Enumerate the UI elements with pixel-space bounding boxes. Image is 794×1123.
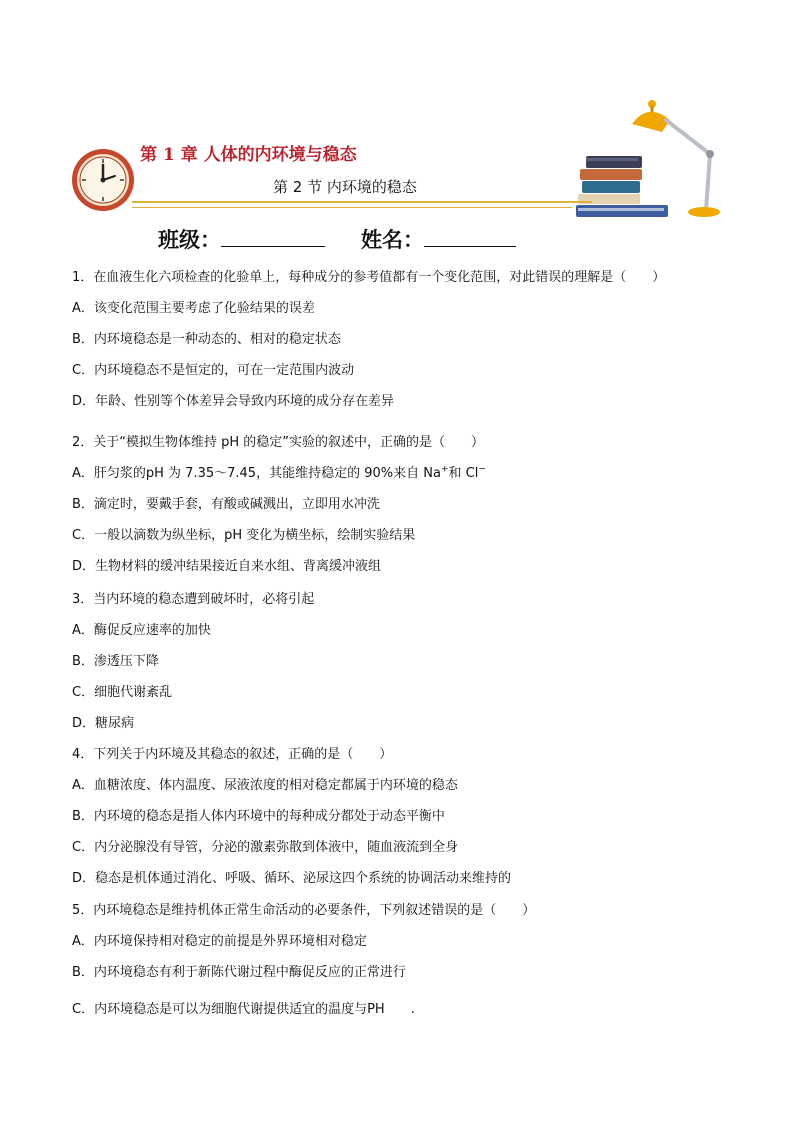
header-divider-thin: [132, 207, 572, 208]
clock-icon: [70, 146, 136, 214]
chapter-title: 第 1 章 人体的内环境与稳态: [140, 145, 357, 165]
chloride-charge: −: [478, 464, 486, 475]
question-2-option-a: [72, 466, 486, 482]
sodium-charge: +: [440, 464, 449, 475]
question-2-option-c: C．一般以滴数为纵坐标，pH 变化为横坐标，绘制实验结果: [72, 528, 416, 543]
name-label: 姓名：: [361, 227, 424, 252]
question-1-option-b: B．内环境稳态是一种动态的、相对的稳定状态: [72, 332, 341, 347]
question-5-option-b: B．内环境稳态有利于新陈代谢过程中酶促反应的正常进行: [72, 965, 406, 980]
section-title: 第 2 节 内环境的稳态: [273, 178, 417, 196]
question-2-option-b: B．滴定时，要戴手套，有酸或碱溅出，立即用水冲洗: [72, 497, 380, 512]
question-4-option-c: C．内分泌腺没有导管，分泌的激素弥散到体液中，随血液流到全身: [72, 840, 459, 855]
question-4-option-a: A．血糖浓度、体内温度、尿液浓度的相对稳定都属于内环境的稳态: [72, 778, 458, 793]
question-3-option-d: D．糖尿病: [72, 716, 135, 731]
question-3-option-c: C．细胞代谢紊乱: [72, 685, 173, 700]
question-3-option-b: B．渗透压下降: [72, 654, 159, 669]
question-5-option-c: C．内环境稳态是可以为细胞代谢提供适宜的温度与PH .: [72, 1002, 415, 1017]
question-4-option-b: B．内环境的稳态是指人体内环境中的每种成分都处于动态平衡中: [72, 809, 445, 824]
question-4-stem: 4．下列关于内环境及其稳态的叙述，正确的是（ ）: [72, 747, 393, 762]
header-divider: [132, 201, 592, 203]
question-5-option-a: A．内环境保持相对稳定的前提是外界环境相对稳定: [72, 934, 367, 949]
question-1-option-a: A．该变化范围主要考虑了化验结果的误差: [72, 301, 315, 316]
question-2-option-a-text: A．肝匀浆的pH 为 7.35～7.45，其能维持稳定的 90%来自 Na: [72, 466, 441, 481]
question-3-stem: 3．当内环境的稳态遭到破坏时，必将引起: [72, 592, 315, 607]
question-5-stem: 5．内环境稳态是维持机体正常生命活动的必要条件，下列叙述错误的是（ ）: [72, 903, 536, 918]
desk-lamp-icon: [626, 98, 722, 220]
student-info-line: [158, 224, 516, 254]
question-4-option-d: D．稳态是机体通过消化、呼吸、循环、泌尿这四个系统的协调活动来维持的: [72, 871, 512, 886]
class-label: 班级：: [158, 227, 221, 252]
question-2-option-d: D．生物材料的缓冲结果接近自来水组、背离缓冲液组: [72, 559, 382, 574]
question-1-option-d: D．年龄、性别等个体差异会导致内环境的成分存在差异: [72, 394, 395, 409]
question-3-option-a: A．酶促反应速率的加快: [72, 623, 211, 638]
name-blank[interactable]: [424, 228, 516, 247]
question-1-stem: 1．在血液生化六项检查的化验单上，每种成分的参考值都有一个变化范围，对此错误的理解是（ ）: [72, 270, 666, 285]
class-blank[interactable]: [221, 228, 325, 247]
question-1-option-c: C．内环境稳态不是恒定的，可在一定范围内波动: [72, 363, 355, 378]
question-2-option-a-mid: 和 Cl: [448, 466, 479, 481]
question-2-stem: 2．关于“模拟生物体维持 pH 的稳定”实验的叙述中，正确的是（ ）: [72, 435, 485, 450]
